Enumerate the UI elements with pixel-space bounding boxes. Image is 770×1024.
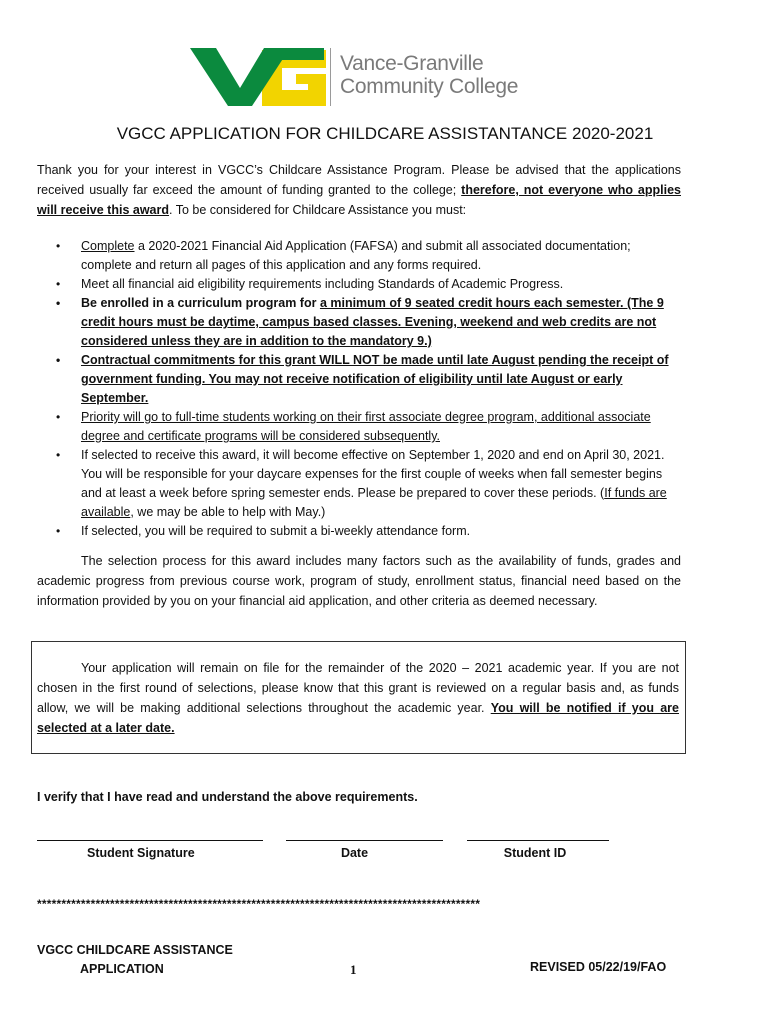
- complete-word: Complete: [81, 239, 135, 253]
- list-item: [37, 294, 681, 351]
- intro-paragraph: [37, 160, 681, 220]
- selection-paragraph: The selection process for this award includes many factors such as the availability of funds, grades and academic progress from previous course work, program of study, enrollment status, financial need based on the information provided by you on your financial aid application, and other criteria as deemed necessary.: [37, 554, 681, 608]
- notice-text: Your application will remain on file for the remainder of the 2020 – 2021 academic year. If you are not chosen in the first round of selections, please know that this grant is reviewed on a regular basis and, as funds allow, we will be making additional selections throughout the academic year.: [37, 661, 679, 715]
- notice-box: [31, 641, 686, 754]
- date-line[interactable]: [286, 826, 443, 841]
- requirement-5-text: Priority will go to full-time students working on their first associate degree program, additional associate degree and certificate programs will be considered subsequently.: [81, 410, 651, 443]
- intro-text: Thank you for your interest in VGCC’s Childcare Assistance Program. Please be advised that the applications received usually far exceed the amount of funding granted to the college;: [37, 163, 681, 197]
- vgcc-logo: [190, 44, 530, 110]
- bullet-icon: •: [56, 448, 61, 462]
- list-item: [37, 522, 681, 541]
- bullet-icon: •: [56, 410, 61, 424]
- student-signature-line[interactable]: [37, 826, 263, 841]
- list-item: [37, 237, 681, 275]
- student-signature-label: Student Signature: [87, 846, 195, 860]
- revision-date: REVISED 05/22/19/FAO: [530, 960, 667, 974]
- footer-form-name: [37, 941, 237, 979]
- list-item: [37, 351, 681, 408]
- asterisk-separator: *******************************************************************************************: [37, 897, 481, 911]
- list-item: [37, 446, 681, 522]
- student-id-label: Student ID: [503, 846, 567, 860]
- requirement-1-text: a 2020-2021 Financial Aid Application (FAFSA) and submit all associated documentation; complete and return all pages of this application and any forms required.: [81, 239, 631, 272]
- notice-paragraph: [37, 658, 679, 738]
- requirements-list: [37, 237, 681, 541]
- vg-logo-mark-icon: [190, 44, 330, 110]
- date-label: Date: [340, 846, 369, 860]
- verify-statement: I verify that I have read and understand the above requirements.: [37, 790, 418, 804]
- footer-line1: VGCC CHILDCARE ASSISTANCE: [37, 943, 233, 957]
- requirement-4-text: Contractual commitments for this grant WILL NOT be made until late August pending the receipt of government funding. You may not receive notification of eligibility until late August or early September.: [81, 353, 669, 405]
- footer-line2: APPLICATION: [80, 962, 164, 976]
- bullet-icon: •: [56, 524, 61, 538]
- intro-bold-warning: therefore, not everyone who applies will receive this award: [37, 183, 681, 217]
- college-name: [340, 52, 518, 98]
- college-name-line2: Community College: [340, 75, 519, 98]
- logo-divider: [330, 48, 331, 106]
- requirement-6-text: If selected to receive this award, it will become effective on September 1, 2020 and end on April 30, 2021. You will be responsible for your daycare expenses for the first couple of weeks when fall semester begins and at least a week before spring semester ends. Please be prepared to cover these periods. (: [81, 448, 665, 500]
- page-number: 1: [350, 962, 357, 977]
- requirement-3-underlined: a minimum of 9 seated credit hours each semester. (The 9 credit hours must be daytime, campus based classes. Evening, weekend and web credits are not considered unless they are in addition to the mandatory 9.): [81, 296, 664, 348]
- requirement-6-after: , we may be able to help with May.): [130, 505, 326, 519]
- bullet-icon: •: [56, 296, 61, 310]
- bullet-icon: •: [56, 277, 61, 291]
- bullet-icon: •: [56, 239, 61, 253]
- requirement-2-text: Meet all financial aid eligibility requirements including Standards of Academic Progress.: [81, 277, 564, 291]
- requirement-6-underlined: If funds are available: [81, 486, 667, 519]
- list-item: [37, 275, 681, 294]
- requirement-7-text: If selected, you will be required to submit a bi-weekly attendance form.: [81, 524, 471, 538]
- bullet-icon: •: [56, 353, 61, 367]
- intro-text-after: . To be considered for Childcare Assistance you must:: [169, 203, 467, 217]
- requirement-3-text: Be enrolled in a curriculum program for: [81, 296, 320, 310]
- list-item: [37, 408, 681, 446]
- document-title: VGCC APPLICATION FOR CHILDCARE ASSISTANTANCE 2020-2021: [116, 124, 654, 143]
- college-name-line1: Vance-Granville: [340, 52, 484, 75]
- student-id-line[interactable]: [467, 826, 609, 841]
- notice-bold-text: You will be notified if you are selected at a later date.: [37, 701, 679, 735]
